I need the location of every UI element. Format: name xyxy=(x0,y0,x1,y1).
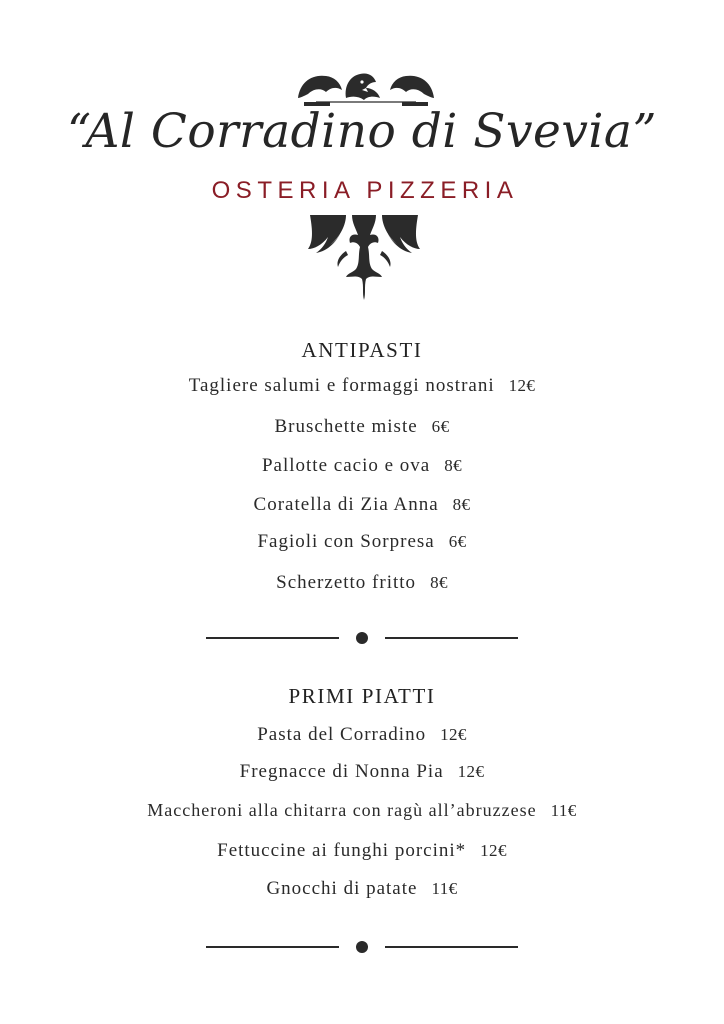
item-price: 11€ xyxy=(431,879,458,898)
item-name: Fettuccine ai funghi porcini* xyxy=(217,840,467,861)
menu-item xyxy=(0,800,724,822)
menu-item xyxy=(0,724,724,746)
item-price: 8€ xyxy=(444,456,463,475)
menu-item xyxy=(0,572,724,594)
item-price: 12€ xyxy=(440,725,467,744)
menu-item xyxy=(0,494,724,516)
section-title-primi-piatti: PRIMI PIATTI xyxy=(288,684,436,708)
item-name: Pallotte cacio e ova xyxy=(261,455,431,476)
section-title-antipasti: ANTIPASTI xyxy=(301,338,423,362)
menu-item xyxy=(0,531,724,553)
item-name: Fagioli con Sorpresa xyxy=(257,531,435,552)
item-price: 12€ xyxy=(508,376,536,395)
restaurant-subtitle: OSTERIA PIZZERIA xyxy=(211,177,519,204)
menu-item xyxy=(0,878,724,900)
item-name: Gnocchi di patate xyxy=(266,878,418,899)
menu-item xyxy=(0,375,724,397)
menu-item xyxy=(0,455,724,477)
divider-dot-icon xyxy=(356,632,368,644)
item-price: 8€ xyxy=(430,573,448,592)
item-name: Fregnacce di Nonna Pia xyxy=(239,761,444,782)
menu-item xyxy=(0,840,724,862)
item-price: 6€ xyxy=(448,532,467,551)
item-name: Maccheroni alla chitarra con ragù all’abruzzese xyxy=(147,800,537,820)
item-price: 8€ xyxy=(452,495,471,514)
menu-item xyxy=(0,416,724,438)
eagle-tail-icon xyxy=(306,215,422,300)
item-name: Pasta del Corradino xyxy=(257,724,427,745)
item-price: 12€ xyxy=(457,762,485,781)
section-divider xyxy=(206,941,518,953)
section-divider xyxy=(206,632,518,644)
item-name: Tagliere salumi e formaggi nostrani xyxy=(188,375,495,396)
restaurant-name: “Al Corradino di Svevia” xyxy=(67,104,657,159)
restaurant-logo xyxy=(0,0,724,310)
divider-dot-icon xyxy=(356,941,368,953)
menu-item xyxy=(0,761,724,783)
item-price: 12€ xyxy=(480,841,507,860)
item-name: Bruschette miste xyxy=(274,416,418,437)
item-price: 6€ xyxy=(431,417,450,436)
item-price: 11€ xyxy=(550,801,577,820)
item-name: Coratella di Zia Anna xyxy=(253,494,439,515)
item-name: Scherzetto fritto xyxy=(276,572,417,593)
